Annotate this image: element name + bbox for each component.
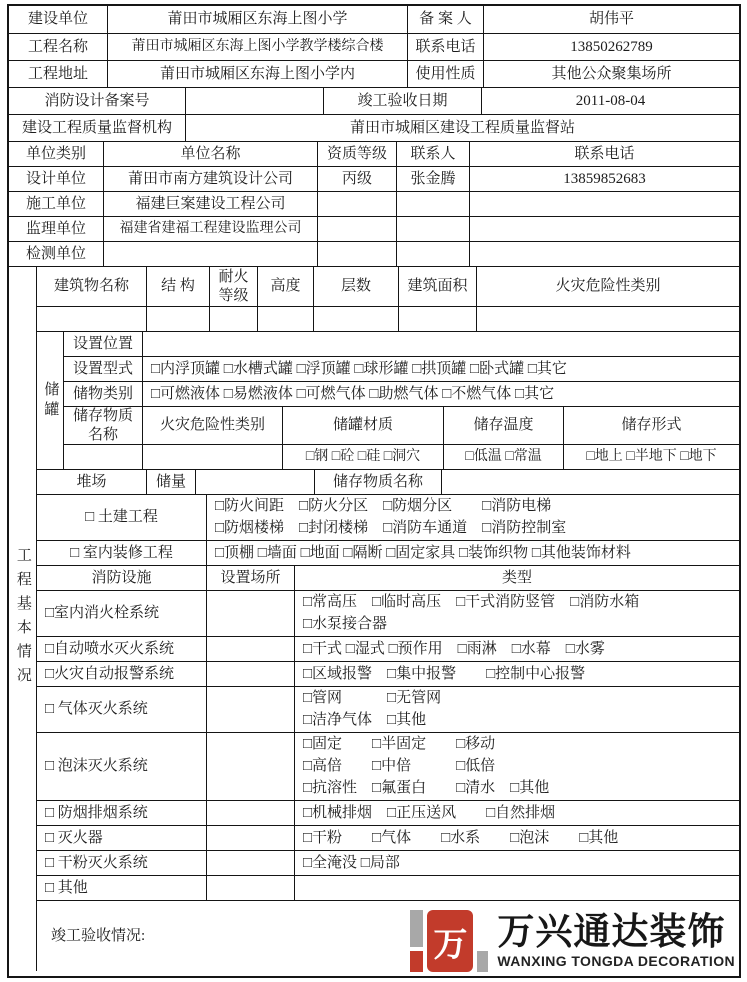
system-type-options[interactable]: □固定 □半固定 □移动 □高倍 □中倍 □低倍 □抗溶性 □氟蛋白 □清水 □其他 — [294, 732, 739, 800]
fire-system-row — [36, 661, 739, 686]
column-header: 建筑物名称 — [36, 266, 146, 306]
unit-name[interactable]: 福建巨案建设工程公司 — [103, 191, 317, 216]
unit-grade[interactable] — [317, 216, 396, 241]
system-place-cell[interactable] — [206, 800, 294, 825]
system-checkbox-label[interactable]: □ 灭火器 — [36, 825, 206, 850]
tank-vertical-label: 储罐 — [36, 331, 63, 469]
unit-contact[interactable] — [396, 241, 469, 266]
system-place-cell[interactable] — [206, 850, 294, 875]
column-header: 层数 — [313, 266, 398, 306]
system-place-cell[interactable] — [206, 590, 294, 636]
decoration-checkbox-label[interactable]: □ 室内装修工程 — [36, 540, 206, 565]
field-label: 消防设计备案号 — [9, 87, 185, 114]
system-checkbox-label[interactable]: □ 防烟排烟系统 — [36, 800, 206, 825]
tank-section — [36, 331, 739, 469]
system-place-cell[interactable] — [206, 825, 294, 850]
record-row-band — [9, 87, 739, 114]
tank-type-options[interactable]: □内浮顶罐 □水槽式罐 □浮顶罐 □球形罐 □拱顶罐 □卧式罐 □其它 — [142, 356, 739, 381]
fire-system-row — [36, 825, 739, 850]
field-value[interactable]: 2011-08-04 — [481, 87, 739, 114]
column-header: 类型 — [294, 565, 739, 590]
fire-system-row — [36, 636, 739, 661]
column-header: 设置场所 — [206, 565, 294, 590]
fire-system-row — [36, 800, 739, 825]
logo-gray-bar — [410, 910, 423, 947]
field-value[interactable]: 莆田市城厢区建设工程质量监督站 — [185, 114, 739, 141]
column-header: 消防设施 — [36, 565, 206, 590]
logo-gray-square — [477, 951, 488, 972]
unit-phone[interactable] — [469, 241, 739, 266]
yard-storage-cell[interactable] — [195, 469, 314, 494]
column-header: 耐火 等级 — [209, 266, 257, 306]
tank-material-options[interactable]: □钢 □砼 □硅 □洞穴 — [282, 444, 443, 469]
field-value[interactable]: 莆田市城厢区东海上图小学内 — [107, 60, 407, 87]
column-header: 储罐材质 — [282, 406, 443, 444]
yard-name-cell[interactable] — [441, 469, 739, 494]
system-type-options[interactable]: □干式 □湿式 □预作用 □雨淋 □水幕 □水雾 — [294, 636, 739, 661]
tank-store-options[interactable]: □可燃液体 □易燃液体 □可燃气体 □助燃气体 □不燃气体 □其它 — [142, 381, 739, 406]
unit-phone[interactable]: 13859852683 — [469, 166, 739, 191]
column-header: 火灾危险性类别 — [142, 406, 282, 444]
logo-mark-icon — [410, 910, 488, 972]
column-header: 储存物质 名称 — [63, 406, 142, 444]
system-type-options[interactable]: □干粉 □气体 □水系 □泡沫 □其他 — [294, 825, 739, 850]
fire-system-row — [36, 875, 739, 900]
system-checkbox-label[interactable]: □ 干粉灭火系统 — [36, 850, 206, 875]
column-header: 单位类别 — [9, 141, 103, 166]
header-info-band — [9, 6, 739, 87]
field-label: 建设工程质量监督机构 — [9, 114, 185, 141]
fire-system-row — [36, 732, 739, 800]
supervision-band — [9, 114, 739, 141]
building-input-cell[interactable] — [209, 306, 257, 331]
field-label: 竣工验收日期 — [323, 87, 481, 114]
project-basic-content — [36, 266, 739, 971]
field-label: 使用性质 — [407, 60, 483, 87]
logo-text — [497, 913, 735, 969]
field-label: 工程地址 — [9, 60, 107, 87]
unit-phone[interactable] — [469, 216, 739, 241]
column-header: 联系人 — [396, 141, 469, 166]
column-header: 联系电话 — [469, 141, 739, 166]
unit-contact[interactable] — [396, 191, 469, 216]
facility-header-row — [36, 565, 739, 590]
unit-contact[interactable] — [396, 216, 469, 241]
logo-red-square — [410, 951, 423, 972]
tank-input-cell[interactable] — [142, 444, 282, 469]
column-header: 结 构 — [146, 266, 209, 306]
building-input-cell[interactable] — [257, 306, 313, 331]
units-table — [9, 141, 739, 266]
field-label: 建设单位 — [27, 11, 88, 28]
building-input-cell[interactable] — [398, 306, 476, 331]
decoration-options[interactable]: □顶棚 □墙面 □地面 □隔断 □固定家具 □装饰织物 □其他装饰材料 — [206, 540, 739, 565]
unit-name[interactable]: 福建省建福工程建设监理公司 — [103, 216, 317, 241]
system-type-options[interactable]: □管网 □无管网 □洁净气体 □其他 — [294, 686, 739, 732]
field-label: 储存物质名称 — [314, 469, 441, 494]
field-label: 工程名称 — [9, 33, 107, 60]
field-value[interactable]: 13850262789 — [483, 33, 739, 60]
system-type-options[interactable]: □区域报警 □集中报警 □控制中心报警 — [294, 661, 739, 686]
system-place-cell[interactable] — [206, 875, 294, 900]
field-value[interactable]: 莆田市城厢区东海上图小学 — [107, 6, 407, 33]
watermark-logo — [400, 902, 739, 974]
logo-english-name: WANXING TONGDA DECORATION — [497, 952, 735, 969]
system-type-options[interactable]: □常高压 □临时高压 □干式消防竖管 □消防水箱 □水泵接合器 — [294, 590, 739, 636]
field-label: 设置型式 — [63, 356, 142, 381]
tank-temp-options[interactable]: □低温 □常温 — [443, 444, 563, 469]
section-vertical-label: 工程基本情况 — [9, 266, 36, 971]
system-checkbox-label[interactable]: □室内消火栓系统 — [36, 590, 206, 636]
logo-main-square: 万 — [427, 910, 473, 972]
fire-system-row — [36, 590, 739, 636]
unit-name[interactable] — [103, 241, 317, 266]
civil-row — [36, 494, 739, 540]
field-value[interactable]: 莆田市城厢区东海上图小学教学楼综合楼 — [107, 33, 407, 60]
form-table — [7, 4, 741, 978]
system-place-cell[interactable] — [206, 732, 294, 800]
unit-phone[interactable] — [469, 191, 739, 216]
column-header: 储存温度 — [443, 406, 563, 444]
column-header: 火灾危险性类别 — [476, 266, 739, 306]
field-label: 设置位置 — [63, 331, 142, 356]
fire-systems — [36, 590, 739, 900]
acceptance-status-cell[interactable]: 竣工验收情况: — [36, 900, 739, 971]
field-label: 储量 — [146, 469, 195, 494]
field-value[interactable]: 其他公众聚集场所 — [483, 60, 739, 87]
unit-name[interactable]: 莆田市南方建筑设计公司 — [103, 166, 317, 191]
field-label: 联系电话 — [407, 33, 483, 60]
system-checkbox-label[interactable]: □ 泡沫灭火系统 — [36, 732, 206, 800]
field-label: 储物类别 — [63, 381, 142, 406]
yard-row — [36, 469, 739, 494]
system-checkbox-label[interactable]: □ 其他 — [36, 875, 206, 900]
unit-type: 检测单位 — [9, 241, 103, 266]
column-header: 资质等级 — [317, 141, 396, 166]
field-label: 堆场 — [36, 469, 146, 494]
column-header: 单位名称 — [103, 141, 317, 166]
system-type-options[interactable]: □机械排烟 □正压送风 □自然排烟 — [294, 800, 739, 825]
field-value[interactable]: 胡伟平 — [483, 6, 739, 33]
tank-form-options[interactable]: □地上 □半地下 □地下 — [563, 444, 739, 469]
column-header: 高度 — [257, 266, 313, 306]
unit-type: 施工单位 — [9, 191, 103, 216]
unit-contact[interactable]: 张金腾 — [396, 166, 469, 191]
tank-input-cell[interactable] — [63, 444, 142, 469]
building-input-cell[interactable] — [476, 306, 739, 331]
record-number-cell[interactable] — [185, 87, 323, 114]
logo-chinese-name: 万兴通达装饰 — [497, 911, 726, 953]
unit-grade[interactable]: 丙级 — [317, 166, 396, 191]
system-type-options[interactable] — [294, 875, 739, 900]
system-type-options[interactable]: □全淹没 □局部 — [294, 850, 739, 875]
unit-grade[interactable] — [317, 191, 396, 216]
unit-type: 设计单位 — [9, 166, 103, 191]
system-checkbox-label[interactable]: □ 气体灭火系统 — [36, 686, 206, 732]
building-table — [36, 266, 739, 331]
civil-checkbox-label[interactable]: □ 土建工程 — [36, 494, 206, 540]
system-checkbox-label[interactable]: □自动喷水灭火系统 — [36, 636, 206, 661]
system-place-cell[interactable] — [206, 636, 294, 661]
fire-system-row — [36, 686, 739, 732]
unit-type: 监理单位 — [9, 216, 103, 241]
system-place-cell[interactable] — [206, 686, 294, 732]
fire-system-row — [36, 850, 739, 875]
building-input-cell[interactable] — [36, 306, 146, 331]
system-checkbox-label[interactable]: □火灾自动报警系统 — [36, 661, 206, 686]
building-input-cell[interactable] — [313, 306, 398, 331]
system-place-cell[interactable] — [206, 661, 294, 686]
column-header: 建筑面积 — [398, 266, 476, 306]
decoration-row — [36, 540, 739, 565]
civil-options[interactable]: □防火间距 □防火分区 □防烟分区 □消防电梯 □防烟楼梯 □封闭楼梯 □消防车通道 □消防控制室 — [206, 494, 739, 540]
project-basic-section — [9, 266, 739, 971]
column-header: 储存形式 — [563, 406, 739, 444]
field-label: 备 案 人 — [407, 6, 483, 33]
unit-grade[interactable] — [317, 241, 396, 266]
tank-position-cell[interactable] — [142, 331, 739, 356]
building-input-cell[interactable] — [146, 306, 209, 331]
